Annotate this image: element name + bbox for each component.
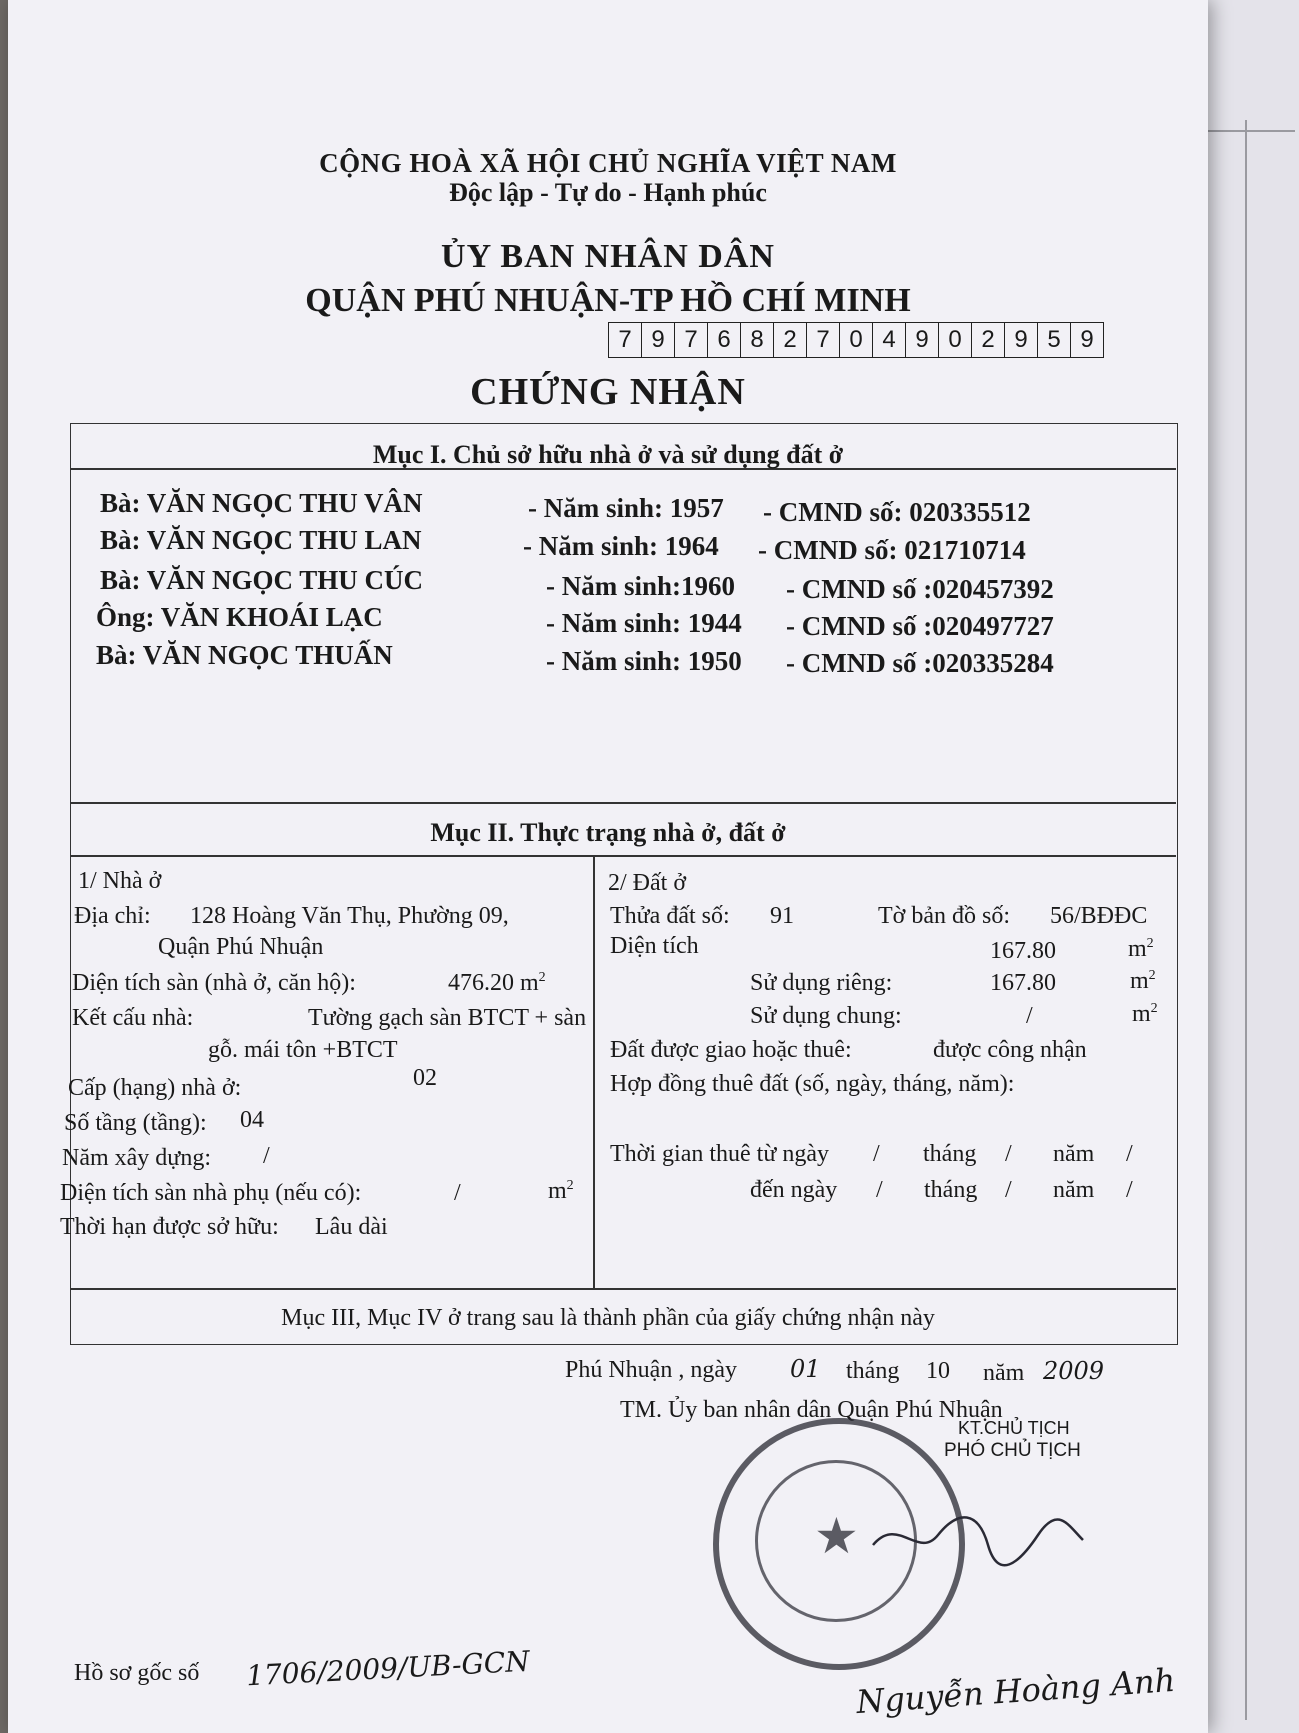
- floor-area-value: 476.20 $m^2$: [448, 970, 546, 996]
- certificate-sheet: [8, 0, 1208, 1733]
- area-value: 167.80: [990, 938, 1056, 964]
- owner-id: - CMND số :020457392: [786, 574, 1054, 604]
- land-label: 2/ Đất ở: [608, 870, 687, 896]
- assigned-label: Đất được giao hoặc thuê:: [610, 1037, 852, 1063]
- structure-line1: Tường gạch sàn BTCT + sàn: [308, 1005, 587, 1031]
- table-rule: [593, 855, 595, 1288]
- house-label: 1/ Nhà ở: [78, 868, 162, 894]
- section2-heading: Mục II. Thực trạng nhà ở, đất ở: [430, 818, 786, 847]
- owner-name: Bà: VĂN NGỌC THU VÂN: [100, 488, 423, 518]
- owner-id: - CMND số :020335284: [786, 648, 1054, 678]
- owner-birth: - Năm sinh: 1957: [528, 493, 724, 523]
- private-unit: $m^2$: [1130, 968, 1156, 994]
- on-behalf: TM. Ủy ban nhân dân Quận Phú Nhuận: [620, 1397, 1003, 1423]
- aux-area-unit: $m^2$: [548, 1178, 574, 1204]
- assigned-value: được công nhận: [933, 1037, 1087, 1063]
- table-rule: [70, 1288, 1176, 1290]
- lease-to-day: /: [876, 1177, 883, 1203]
- grade-value: 02: [413, 1065, 437, 1091]
- issue-year: 2009: [1043, 1357, 1105, 1385]
- aux-area-value: /: [454, 1180, 461, 1206]
- serial-digit: 9: [642, 323, 675, 357]
- shared-value: /: [1026, 1003, 1033, 1029]
- serial-digit: 0: [840, 323, 873, 357]
- address-line2: Quận Phú Nhuận: [158, 934, 324, 960]
- structure-line2: gỗ. mái tôn +BTCT: [208, 1037, 398, 1063]
- serial-digit: 9: [1080, 326, 1094, 353]
- floor-area-label: Diện tích sàn (nhà ở, căn hộ):: [72, 970, 356, 996]
- area-label: Diện tích: [610, 933, 699, 959]
- signature-scribble: [868, 1505, 1088, 1575]
- owner-birth: - Năm sinh: 1950: [546, 646, 742, 676]
- motto: Độc lập - Tự do - Hạnh phúc: [449, 178, 767, 207]
- signer-name: Nguyễn Hoàng Anh: [855, 1660, 1177, 1722]
- floors-value: 04: [240, 1107, 264, 1133]
- owner-birth: - Năm sinh:1960: [546, 571, 736, 601]
- serial-digit: 8: [741, 323, 774, 357]
- area-unit: $m^2$: [1128, 936, 1154, 962]
- footer-note: Mục III, Mục IV ở trang sau là thành phần của giấy chứng nhận này: [281, 1305, 935, 1331]
- owner-id: - CMND số :020497727: [786, 611, 1054, 641]
- owner-name: Ông: VĂN KHOÁI LẠC: [96, 602, 383, 632]
- structure-label: Kết cấu nhà:: [72, 1005, 194, 1031]
- lease-to-year: /: [1126, 1177, 1133, 1203]
- underlying-page-line: [1245, 120, 1247, 1720]
- owner-birth: - Năm sinh: 1964: [523, 531, 719, 561]
- table-rule: [70, 855, 1176, 857]
- serial-digit: 7: [807, 323, 840, 357]
- serial-digit: 9: [906, 323, 939, 357]
- private-label: Sử dụng riêng:: [750, 970, 893, 996]
- private-value: 167.80: [990, 970, 1056, 996]
- serial-digit: 2: [774, 323, 807, 357]
- serial-number: [608, 322, 1104, 358]
- term-value: Lâu dài: [315, 1214, 388, 1240]
- table-rule: [70, 802, 1176, 804]
- section1-heading: Mục I. Chủ sở hữu nhà ở và sử dụng đất ở: [372, 440, 844, 469]
- certificate-title: CHỨNG NHẬN: [470, 371, 746, 413]
- owner-birth: - Năm sinh: 1944: [546, 608, 742, 638]
- lease-label: Hợp đồng thuê đất (số, ngày, tháng, năm):: [610, 1071, 1015, 1097]
- file-number: 1706/2009/UB-GCN: [245, 1644, 531, 1693]
- parcel-label: Thửa đất số:: [610, 903, 730, 929]
- serial-digit: 9: [1005, 323, 1038, 357]
- aux-area-label: Diện tích sàn nhà phụ (nếu có):: [60, 1180, 362, 1206]
- built-label: Năm xây dựng:: [62, 1145, 211, 1171]
- serial-digit: 6: [708, 323, 741, 357]
- grade-label: Cấp (hạng) nhà ở:: [68, 1075, 242, 1101]
- lease-from-month-label: tháng: [923, 1141, 977, 1167]
- district-heading: QUẬN PHÚ NHUẬN-TP HỒ CHÍ MINH: [305, 282, 911, 319]
- issue-month: 10: [926, 1358, 950, 1384]
- issue-year-label: năm: [983, 1360, 1025, 1386]
- map-value: 56/BĐĐC: [1050, 903, 1148, 929]
- parcel-value: 91: [770, 903, 794, 929]
- serial-digit: 4: [873, 323, 906, 357]
- owner-name: Bà: VĂN NGỌC THU LAN: [100, 525, 422, 555]
- issue-day: 01: [790, 1355, 821, 1383]
- serial-digit: 7: [675, 323, 708, 357]
- file-label: Hồ sơ gốc số: [74, 1660, 200, 1686]
- issue-month-label: tháng: [846, 1358, 900, 1384]
- lease-to-year-label: năm: [1053, 1177, 1095, 1203]
- shared-unit: $m^2$: [1132, 1001, 1158, 1027]
- owner-id: - CMND số: 020335512: [763, 497, 1031, 527]
- built-value: /: [263, 1143, 270, 1169]
- lease-from-year-label: năm: [1053, 1141, 1095, 1167]
- star-icon: ★: [814, 1508, 859, 1564]
- lease-to-label: đến ngày: [750, 1177, 838, 1203]
- address-line1: 128 Hoàng Văn Thụ, Phường 09,: [190, 903, 509, 929]
- republic-heading: CỘNG HOÀ XÃ HỘI CHỦ NGHĨA VIỆT NAM: [319, 148, 897, 178]
- term-label: Thời hạn được sở hữu:: [60, 1214, 279, 1240]
- address-label: Địa chỉ:: [74, 903, 151, 929]
- lease-from-day: /: [873, 1141, 880, 1167]
- map-label: Tờ bản đồ số:: [878, 903, 1011, 929]
- lease-from-month: /: [1005, 1141, 1012, 1167]
- owner-name: Bà: VĂN NGỌC THU CÚC: [100, 565, 424, 595]
- owner-name: Bà: VĂN NGỌC THUẤN: [96, 640, 393, 670]
- lease-from-label: Thời gian thuê từ ngày: [610, 1141, 829, 1167]
- serial-digit: 7: [609, 323, 642, 357]
- shared-label: Sử dụng chung:: [750, 1003, 902, 1029]
- serial-digit: 0: [939, 323, 972, 357]
- serial-digit: 2: [972, 323, 1005, 357]
- lease-from-year: /: [1126, 1141, 1133, 1167]
- issue-place: Phú Nhuận , ngày: [565, 1357, 737, 1383]
- serial-digit: 5: [1038, 323, 1071, 357]
- position-2: PHÓ CHỦ TỊCH: [944, 1440, 1081, 1461]
- floors-label: Số tầng (tầng):: [64, 1110, 207, 1136]
- lease-to-month-label: tháng: [924, 1177, 978, 1203]
- committee-heading: ỦY BAN NHÂN DÂN: [441, 238, 775, 275]
- position-1: KT.CHỦ TỊCH: [958, 1418, 1070, 1438]
- lease-to-month: /: [1005, 1177, 1012, 1203]
- owner-id: - CMND số: 021710714: [758, 535, 1026, 565]
